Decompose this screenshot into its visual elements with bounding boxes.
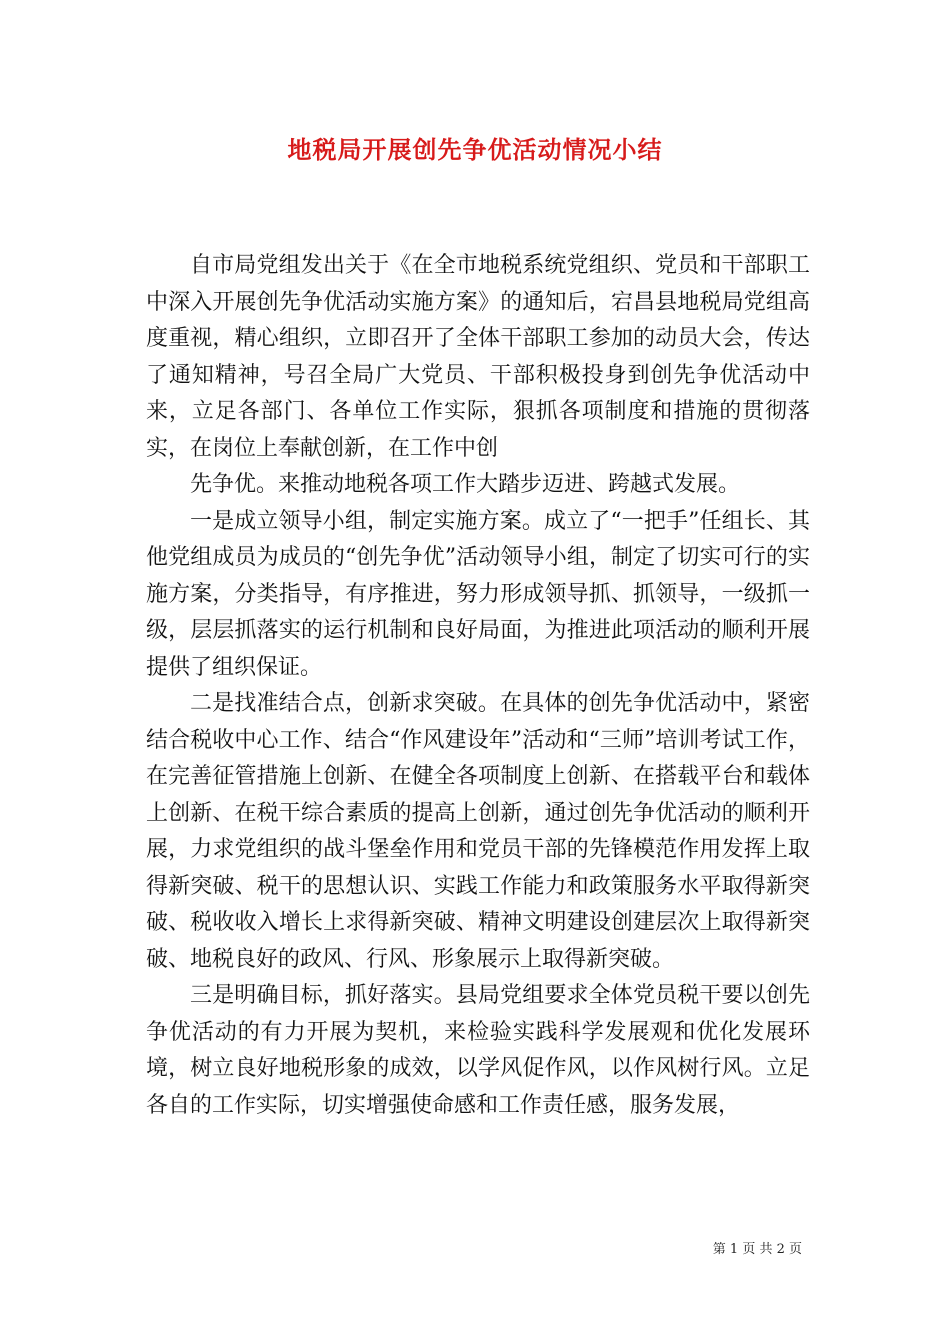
document-title: 地税局开展创先争优活动情况小结 (287, 135, 663, 164)
document-body (146, 248, 810, 1124)
paragraph-intro: 自市局党组发出关于《在全市地税系统党组织、党员和干部职工中深入开展创先争优活动实施方案》的通知后，宕昌县地税局党组高度重视，精心组织，立即召开了全体干部职工参加的动员大会，传达了通知精神，号召全局广大党员、干部积极投身到创先争优活动中来，立足各部门、各单位工作实际，狠抓各项制度和措施的贯彻落实，在岗位上奉献创新，在工作中创 (146, 253, 810, 461)
paragraph-point-three: 三是明确目标，抓好落实。县局党组要求全体党员税干要以创先争优活动的有力开展为契机，来检验实践科学发展观和优化发展环境，树立良好地税形象的成效，以学风促作风，以作风树行风。立足各自的工作实际，切实增强使命感和工作责任感，服务发展， (146, 983, 810, 1118)
paragraph-point-one: 一是成立领导小组，制定实施方案。成立了“一把手”任组长、其他党组成员为成员的“创先争优”活动领导小组，制定了切实可行的实施方案，分类指导，有序推进，努力形成领导抓、抓领导，一级抓一级，层层抓落实的运行机制和良好局面，为推进此项活动的顺利开展提供了组织保证。 (146, 508, 810, 680)
page-number: 第 1 页 共 2 页 (712, 1242, 802, 1257)
paragraph-continuation: 先争优。来推动地税各项工作大踏步迈进、跨越式发展。 (190, 472, 741, 497)
paragraph-point-two: 二是找准结合点，创新求突破。在具体的创先争优活动中，紧密结合税收中心工作、结合“作风建设年”活动和“三师”培训考试工作，在完善征管措施上创新、在健全各项制度上创新、在搭载平台和载体上创新、在税干综合素质的提高上创新，通过创先争优活动的顺利开展，力求党组织的战斗堡垒作用和党员干部的先锋模范作用发挥上取得新突破、税干的思想认识、实践工作能力和政策服务水平取得新突破、税收收入增长上求得新突破、精神文明建设创建层次上取得新突破、地税良好的政风、行风、形象展示上取得新突破。 (146, 691, 810, 972)
